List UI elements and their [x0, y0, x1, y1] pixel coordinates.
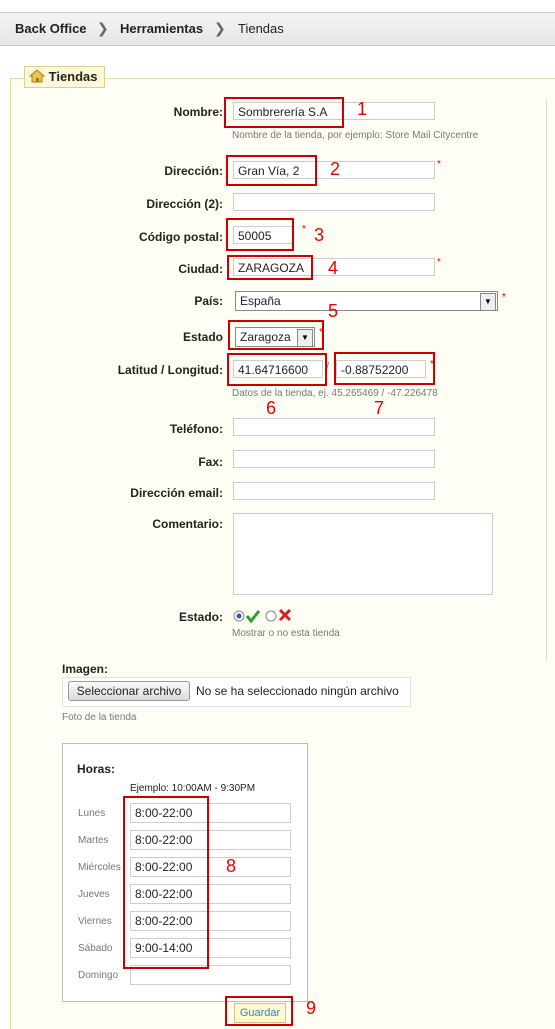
required-mark: *	[319, 327, 323, 338]
hours-input-monday[interactable]: 8:00-22:00	[130, 803, 291, 823]
breadcrumb	[0, 12, 555, 46]
section-title-text: Tiendas	[48, 69, 98, 84]
day-label: Martes	[78, 835, 109, 846]
hours-input-tuesday[interactable]: 8:00-22:00	[130, 830, 291, 850]
required-mark: *	[430, 359, 434, 370]
fax-label: Fax:	[198, 455, 223, 469]
select-file-button[interactable]: Seleccionar archivo	[68, 681, 190, 701]
breadcrumb-tiendas: Tiendas	[238, 21, 284, 36]
check-icon	[247, 611, 259, 621]
highlight-box	[224, 97, 344, 128]
required-mark: *	[502, 292, 506, 303]
ciudad-input[interactable]: ZARAGOZA	[233, 258, 435, 276]
comentario-textarea[interactable]	[233, 513, 493, 595]
pais-value: España	[240, 294, 281, 308]
comentario-label: Comentario:	[152, 517, 223, 531]
chevron-down-icon[interactable]: ▼	[297, 329, 313, 347]
day-label: Lunes	[78, 808, 106, 819]
hours-input-wednesday[interactable]: 8:00-22:00	[130, 857, 291, 877]
save-button[interactable]: Guardar	[234, 1003, 286, 1023]
latlng-hint: Datos de la tienda, ej. 45.265469 / -47.226478	[232, 388, 438, 399]
highlight-box	[225, 996, 293, 1026]
latlng-label: Latitud / Longitud:	[117, 363, 223, 377]
latlng-separator: /	[326, 361, 330, 373]
day-label: Domingo	[78, 970, 119, 981]
section-title	[24, 66, 105, 88]
day-label: Jueves	[78, 889, 110, 900]
highlight-box	[226, 218, 294, 251]
pais-select[interactable]	[235, 291, 498, 311]
chevron-right-icon: ❯	[97, 20, 109, 36]
file-status: No se ha seleccionado ningún archivo	[196, 684, 399, 698]
longitude-input[interactable]: -0.88752200	[336, 360, 426, 378]
required-mark: *	[437, 159, 441, 170]
email-label: Dirección email:	[130, 486, 223, 500]
estado-label: Estado:	[178, 610, 223, 624]
hours-example: Ejemplo: 10:00AM - 9:30PM	[130, 783, 256, 794]
ciudad-label: Ciudad:	[178, 262, 223, 276]
chevron-right-icon: ❯	[214, 20, 226, 36]
day-label: Viernes	[78, 916, 112, 927]
telefono-label: Teléfono:	[169, 422, 223, 436]
direccion2-label: Dirección (2):	[146, 197, 223, 211]
annotation-5: 5	[328, 301, 339, 321]
annotation-8: 8	[226, 856, 237, 876]
estado-hint: Mostrar o no esta tienda	[232, 628, 340, 639]
estado-toggle	[233, 609, 303, 625]
chevron-down-icon[interactable]: ▼	[480, 293, 496, 311]
codigo-postal-label: Código postal:	[139, 230, 223, 244]
highlight-box	[227, 353, 330, 386]
imagen-label: Imagen:	[62, 662, 109, 676]
highlight-box	[334, 352, 435, 385]
day-label: Sábado	[78, 943, 113, 954]
highlight-box	[228, 320, 324, 350]
nombre-input[interactable]: Sombrerería S.A	[233, 102, 435, 120]
hours-input-saturday[interactable]: 9:00-14:00	[130, 938, 291, 958]
latitude-input[interactable]: 41.64716600	[233, 360, 323, 378]
email-input[interactable]	[233, 482, 435, 500]
highlight-box	[226, 155, 317, 186]
breadcrumb-herramientas[interactable]: Herramientas	[120, 21, 204, 36]
annotation-3: 3	[314, 225, 325, 245]
fax-input[interactable]	[233, 450, 435, 468]
annotation-9: 9	[306, 998, 317, 1018]
annotation-6: 6	[266, 398, 277, 418]
nombre-hint: Nombre de la tienda, por ejemplo: Store Mail Citycentre	[232, 130, 479, 141]
home-icon	[29, 69, 45, 83]
required-mark: *	[302, 224, 306, 235]
telefono-input[interactable]	[233, 418, 435, 436]
hours-input-friday[interactable]: 8:00-22:00	[130, 911, 291, 931]
highlight-box	[123, 796, 209, 969]
annotation-2: 2	[330, 159, 341, 179]
annotation-4: 4	[328, 258, 339, 278]
cross-icon	[280, 610, 290, 620]
nombre-label: Nombre:	[173, 105, 223, 119]
scroll-divider	[546, 100, 547, 660]
day-label: Miércoles	[78, 862, 121, 873]
annotation-1: 1	[357, 99, 368, 119]
hours-title: Horas:	[77, 762, 116, 776]
required-mark: *	[437, 257, 441, 268]
annotation-7: 7	[374, 398, 385, 418]
codigo-postal-input[interactable]: 50005	[233, 226, 293, 244]
estado-region-label: Estado	[182, 330, 223, 344]
direccion-input[interactable]: Gran Vía, 2	[233, 161, 435, 179]
estado-region-value: Zaragoza	[240, 330, 291, 344]
radio-disabled[interactable]	[266, 611, 276, 621]
direccion2-input[interactable]	[233, 193, 435, 211]
highlight-box	[227, 255, 313, 280]
imagen-hint: Foto de la tienda	[62, 712, 137, 723]
direccion-label: Dirección:	[164, 164, 223, 178]
pais-label: País:	[194, 294, 223, 308]
hours-input-thursday[interactable]: 8:00-22:00	[130, 884, 291, 904]
breadcrumb-back-office[interactable]: Back Office	[15, 21, 87, 36]
